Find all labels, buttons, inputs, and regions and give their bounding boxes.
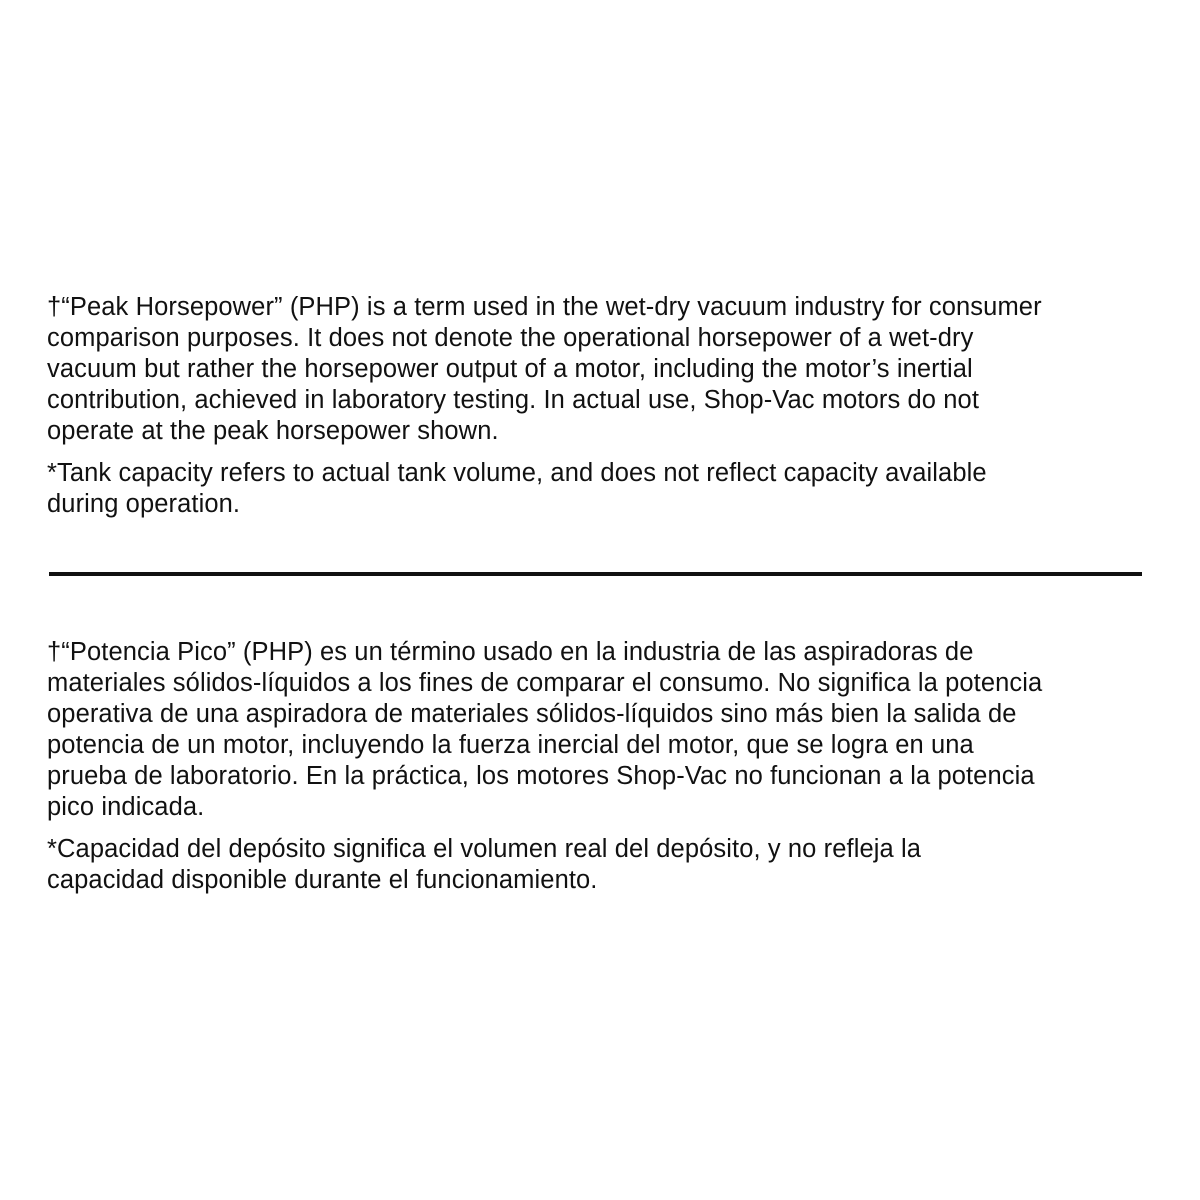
text-line: operativa de una aspiradora de materiales sólidos-líquidos sino más bien la salida de (47, 700, 1017, 728)
text-line: pico indicada. (47, 793, 205, 821)
text-line: †“Peak Horsepower” (PHP) is a term used in the wet-dry vacuum industry for consumer (47, 293, 1042, 321)
text-line: comparison purposes. It does not denote the operational horsepower of a wet-dry (47, 324, 974, 352)
text-line: during operation. (47, 490, 241, 518)
text-line: capacidad disponible durante el funcionamiento. (47, 866, 598, 894)
text-line: contribution, achieved in laboratory testing. In actual use, Shop-Vac motors do not (47, 386, 980, 414)
text-line: vacuum but rather the horsepower output of a motor, including the motor’s inertial (47, 355, 973, 383)
text-line: prueba de laboratorio. En la práctica, los motores Shop-Vac no funcionan a la potencia (47, 762, 1035, 790)
capacidad-deposito-note (47, 834, 1167, 896)
text-line: †“Potencia Pico” (PHP) es un término usado en la industria de las aspiradoras de (47, 638, 974, 666)
text-line: *Tank capacity refers to actual tank volume, and does not reflect capacity available (47, 459, 987, 487)
text-line: potencia de un motor, incluyendo la fuerza inercial del motor, que se logra en una (47, 731, 974, 759)
spanish-disclaimer (47, 637, 1167, 896)
text-line: *Capacidad del depósito significa el volumen real del depósito, y no refleja la (47, 835, 922, 863)
potencia-pico-note (47, 637, 1167, 823)
english-disclaimer (47, 292, 1167, 520)
peak-horsepower-note (47, 292, 1167, 447)
paragraph-gap (47, 823, 1167, 834)
text-line: materiales sólidos-líquidos a los fines de comparar el consumo. No significa la potencia (47, 669, 1043, 697)
text-line: operate at the peak horsepower shown. (47, 417, 499, 445)
tank-capacity-note (47, 458, 1167, 520)
section-divider (49, 572, 1142, 576)
paragraph-gap (47, 447, 1167, 458)
